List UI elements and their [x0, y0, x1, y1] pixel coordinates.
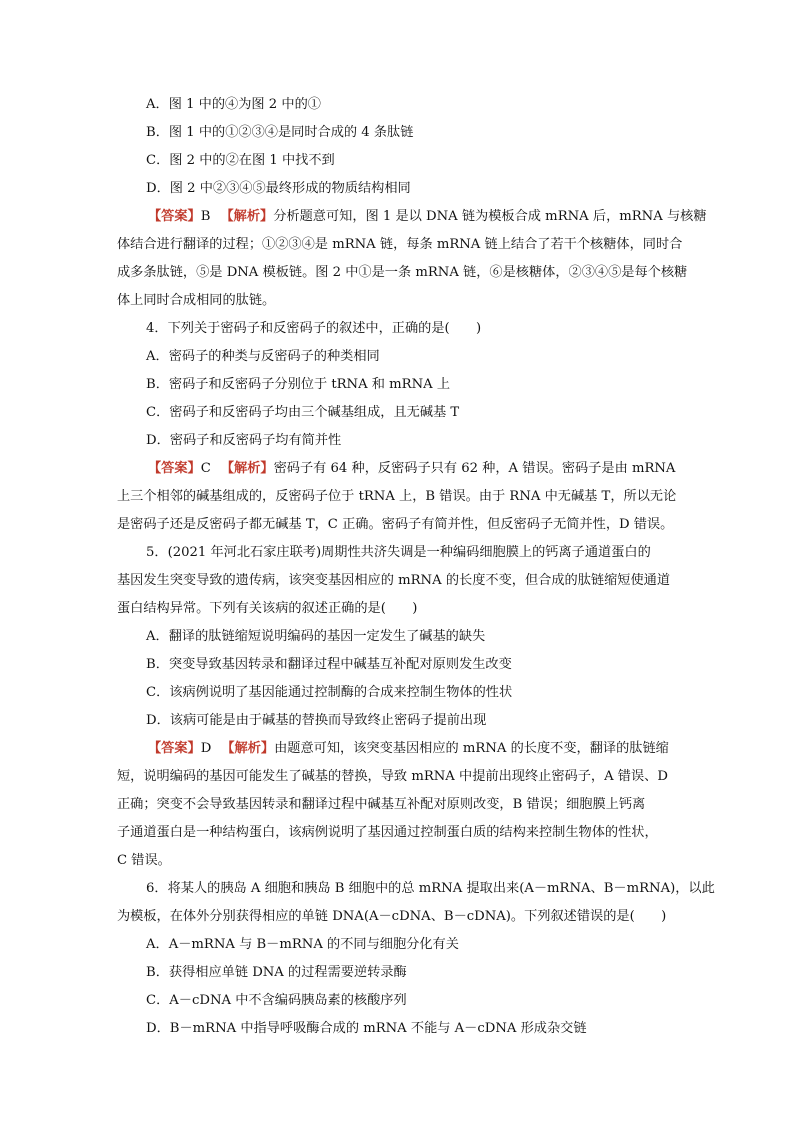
q4-option-b: B．密码子和反密码子分别位于 tRNA 和 mRNA 上: [146, 377, 451, 392]
q5-stem-first: 5．(2021 年河北石家庄联考)周期性共济失调是一种编码细胞膜上的钙离子通道蛋白的: [146, 545, 651, 560]
q6-option-b: B．获得相应单链 DNA 的过程需要逆转录酶: [146, 965, 407, 980]
q6-option-a: A．A－mRNA 与 B－mRNA 的不同与细胞分化有关: [146, 937, 459, 952]
q3-analysis-line: 成多条肽链，⑤是 DNA 模板链。图 2 中①是一条 mRNA 链，⑥是核糖体，②③④⑤是每个核糖: [117, 265, 688, 280]
q3-option-d: D．图 2 中②③④⑤最终形成的物质结构相同: [146, 181, 411, 196]
q4-option-a: A．密码子的种类与反密码子的种类相同: [146, 349, 380, 364]
q5-option-c: C．该病例说明了基因能通过控制酶的合成来控制生物体的性状: [146, 685, 513, 700]
q5-option-d: D．该病可能是由于碱基的替换而导致终止密码子提前出现: [146, 713, 487, 728]
q5-answer-line: [148, 739, 669, 759]
q6-option-c: C．A－cDNA 中不含编码胰岛素的核酸序列: [146, 993, 407, 1008]
q5-analysis-line: 短，说明编码的基因可能发生了碱基的替换，导致 mRNA 中提前出现终止密码子，A 错误、D: [117, 769, 668, 784]
q3-analysis-first: 分析题意可知，图 1 是以 DNA 链为模板合成 mRNA 后，mRNA 与核糖: [273, 209, 707, 224]
q4-option-d: D．密码子和反密码子均有简并性: [146, 433, 342, 448]
q3-option-b: B．图 1 中的①②③④是同时合成的 4 条肽链: [146, 125, 414, 140]
q4-stem: 4．下列关于密码子和反密码子的叙述中，正确的是( ): [146, 321, 482, 336]
q3-option-c: C．图 2 中的②在图 1 中找不到: [146, 153, 335, 168]
analysis-tag: 【解析】: [220, 209, 274, 224]
q3-analysis-line: 体结合进行翻译的过程；①②③④是 mRNA 链，每条 mRNA 链上结合了若干个核糖体，同时合: [117, 237, 683, 252]
q4-analysis-line: 上三个相邻的碱基组成的，反密码子位于 tRNA 上，B 错误。由于 RNA 中无碱基 T，所以无论: [117, 489, 677, 504]
q3-analysis-line: 体上同时合成相同的肽链。: [117, 293, 276, 308]
q3-answer: B: [200, 209, 211, 224]
analysis-tag: 【解析】: [220, 461, 274, 476]
q5-stem-line: 蛋白结构异常。下列有关该病的叙述正确的是( ): [117, 601, 418, 616]
q4-analysis-first: 密码子有 64 种，反密码子只有 62 种，A 错误。密码子是由 mRNA: [273, 461, 676, 476]
q4-option-c: C．密码子和反密码子均由三个碱基组成，且无碱基 T: [146, 405, 460, 420]
q4-answer: C: [200, 461, 211, 476]
answer-tag: 【答案】: [148, 741, 201, 756]
q5-analysis-line: 正确；突变不会导致基因转录和翻译过程中碱基互补配对原则改变，B 错误；细胞膜上钙离: [117, 797, 646, 812]
q4-answer-line: [148, 459, 675, 479]
q5-analysis-line: C 错误。: [117, 853, 171, 868]
q5-stem-line: 基因发生突变导致的遗传病，该突变基因相应的 mRNA 的长度不变，但合成的肽链缩短使通道: [117, 573, 671, 588]
q5-analysis-line: 子通道蛋白是一种结构蛋白，该病例说明了基因通过控制蛋白质的结构来控制生物体的性状，: [117, 825, 658, 840]
q6-option-d: D．B－mRNA 中指导呼吸酶合成的 mRNA 不能与 A－cDNA 形成杂交链: [146, 1021, 587, 1036]
answer-tag: 【答案】: [148, 461, 201, 476]
q5-analysis-first: 由题意可知，该突变基因相应的 mRNA 的长度不变，翻译的肽链缩: [274, 741, 669, 756]
q5-option-b: B．突变导致基因转录和翻译过程中碱基互补配对原则发生改变: [146, 657, 512, 672]
q5-answer: D: [200, 741, 212, 756]
q4-analysis-line: 是密码子还是反密码子都无碱基 T，C 正确。密码子有简并性，但反密码子无简并性，D 错误。: [117, 517, 674, 532]
analysis-tag: 【解析】: [221, 741, 275, 756]
answer-tag: 【答案】: [148, 209, 201, 224]
q3-answer-line: [148, 207, 707, 227]
q3-option-a: A．图 1 中的④为图 2 中的①: [146, 97, 321, 112]
q6-stem-line: 为模板，在体外分别获得相应的单链 DNA(A－cDNA、B－cDNA)。下列叙述错误的是( ): [117, 909, 667, 924]
q6-stem-first: 6．将某人的胰岛 A 细胞和胰岛 B 细胞中的总 mRNA 提取出来(A－mRNA、B－mRNA)，以此: [146, 881, 715, 896]
q5-option-a: A．翻译的肽链缩短说明编码的基因一定发生了碱基的缺失: [146, 629, 486, 644]
